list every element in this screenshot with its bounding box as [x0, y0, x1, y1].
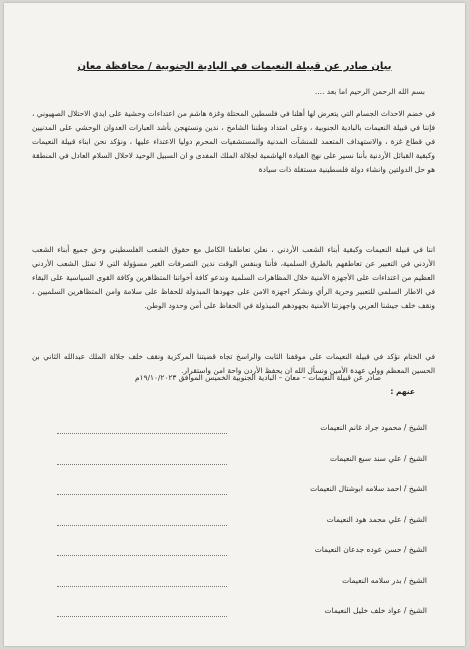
paragraph-1: في خضم الاحداث الجسام التي يتعرض لها أهلنا في فلسطين المحتلة وغزة هاشم من اعتداءات وحشية على ايدي الاحتلال الصهيوني ، فإننا في قبيلة النعيمات بالبادية الجنوبية ، وعلى امتداد وطننا الشامخ ، ندين ونستهجن بأشد العبارات العدوان الوحشي على المدنيين في قطاع غزة ، والاستهداف المتعمد للمنشآت المدنية والمستشفيات المحرم دوليا الاعتداء عليها ، ونؤكد نحن ابناء قبيلة النعيمات وكبقية القبائل الأردنية بأننا نسير على نهج القيادة الهاشمية لجلالة الملك المفدى و ان السبيل الوحيد لاحلال السلام العادل في المنطقة هو حل الدولتين وانشاء دولة فلسطينية مستقلة ذات سيادة	[32, 109, 435, 174]
signatory-row	[37, 606, 427, 637]
signatory-row	[37, 545, 427, 576]
signatory-name: الشيخ / محمود جراد غانم النعيمات	[320, 423, 427, 432]
document-title: بيان صادر عن قبيلة النعيمات في البادية الجنوبية / محافظة معان	[77, 61, 392, 72]
signature-line	[57, 555, 227, 556]
signature-line	[57, 586, 227, 587]
signatory-name: الشيخ / احمد سلامه ابوشتال النعيمات	[310, 484, 427, 493]
signatory-name: الشيخ / علي سند سبع النعيمات	[329, 453, 427, 463]
signatories-list	[37, 423, 427, 637]
signatory-row	[37, 515, 427, 546]
signature-line	[57, 464, 227, 465]
basmala: بسم الله الرحمن الرحيم اما بعد ....	[314, 87, 425, 96]
signature-line	[57, 525, 227, 526]
signatory-name: الشيخ / بدر سلامه النعيمات	[342, 575, 427, 585]
signatory-name: الشيخ / حسن عوده جدعان النعيمات	[314, 545, 427, 554]
signatory-row	[37, 423, 427, 454]
signatory-name: الشيخ / عواد خلف خليل النعيمات	[324, 606, 427, 615]
on-behalf-label: عنهم :	[390, 387, 415, 396]
signatory-row	[37, 576, 427, 607]
signature-line	[57, 494, 227, 495]
signatory-row	[37, 484, 427, 515]
document-page	[4, 3, 465, 646]
paragraph-3: في الختام نؤكد في قبيلة النعيمات على موقفنا الثابت والراسخ تجاه قضيتنا المركزية ونقف خلف جلالة الملك عبدالله الثاني بن الحسين المعظم وولي عهدة الأمين ونسأل الله ان يحفظ الأردن واحة امن واستقرار.	[32, 352, 435, 375]
signatory-row	[37, 454, 427, 485]
signatory-name: الشيخ / علي محمد هود النعيمات	[326, 514, 427, 524]
signature-line	[57, 616, 227, 617]
paragraph-2: اننا في قبيلة النعيمات وكبقية أبناء الشعب الأردني ، نعلن تعاطفنا الكامل مع حقوق الشعب الفلسطيني وحق جميع أبناء الشعب الأردني في التعبير عن تعاطفهم بالطرق السلمية، فأننا وبنفس الوقت ندين التصرفات الغير مسؤولة التي لا تمثل الشعب الأردني العظيم من اعتداءات على الأجهزة الأمنية خلال المظاهرات السلمية وندعو كافة أخواننا المتظاهرين وكافة القوى السياسية على البقاء في الاطار السلمي للتعبير وحرية الرأي ونشكر اجهزة الامن على جهودها المبذولة للحفاظ على سلامة وامن المتظاهرين السلميين ، ونقف خلف جيشنا العربي واجهزتنا الأمنية بجهودهم المبذولة في الحفاظ على أمن وحدود الوطن.	[32, 245, 435, 310]
issued-line: صادر عن قبيلة النعيمات – معان – البادية الجنوبية الخميس الموافق ١٩/١٠/٢٠٢٣م	[134, 373, 381, 382]
signature-line	[57, 433, 227, 434]
